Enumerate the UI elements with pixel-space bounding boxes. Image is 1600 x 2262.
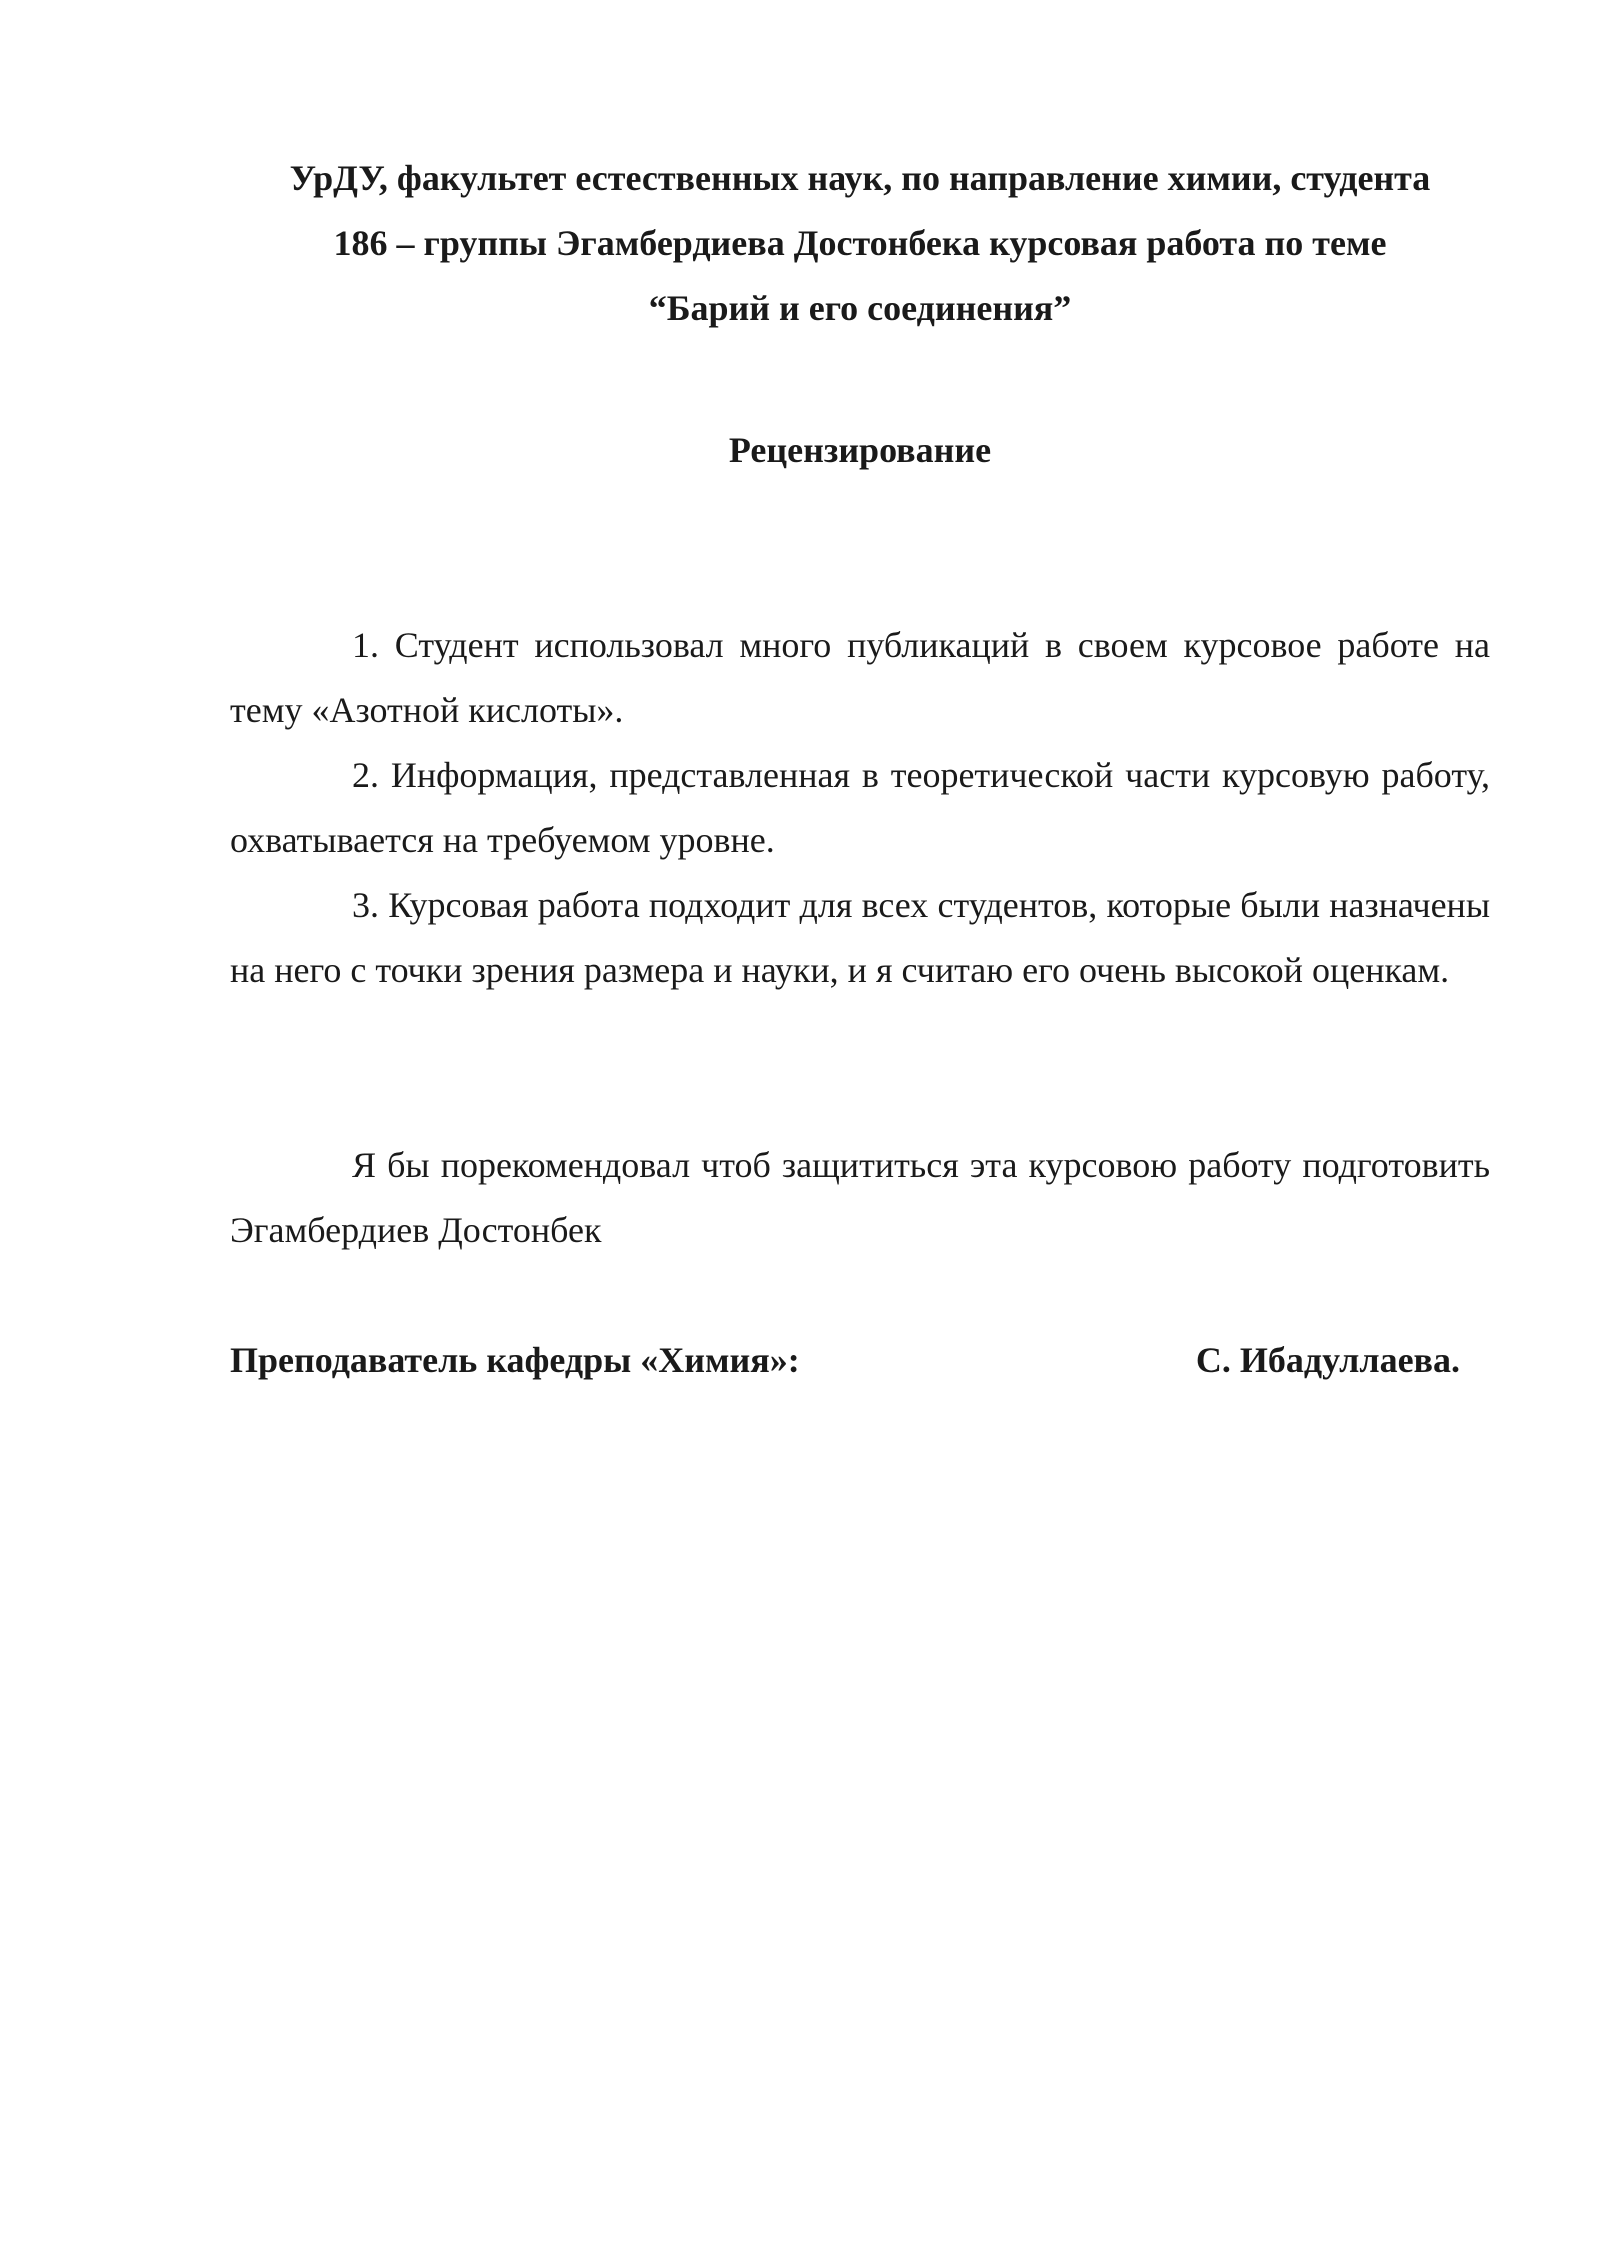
signature-name: С. Ибадуллаева. — [1195, 1340, 1460, 1380]
recommendation-paragraph — [230, 1133, 1490, 1263]
signature-block — [230, 1330, 1460, 1390]
review-points-list — [230, 613, 1490, 1003]
review-title: Рецензирование — [728, 430, 992, 470]
header-line-2: 186 – группы Эгамбердиева Достонбека курсовая работа по теме — [333, 223, 1387, 263]
header-line-1: УрДУ, факультет естественных наук, по направление химии, студента — [289, 158, 1431, 198]
document-header — [230, 146, 1490, 341]
review-point-3: 3. Курсовая работа подходит для всех студентов, которые были назначены на него с точки зрения размера и науки, и я считаю его очень высокой оценкам. — [230, 885, 1490, 990]
header-line-3: “Барий и его соединения” — [648, 288, 1072, 328]
recommendation-text: Я бы порекомендовал чтоб защититься эта курсовою работу подготовить Эгамбердиев Достонбек — [230, 1145, 1490, 1250]
review-point-2: 2. Информация, представленная в теоретической части курсовую работу, охватывается на требуемом уровне. — [230, 755, 1490, 860]
review-point-1: 1. Студент использовал много публикаций в своем курсовое работе на тему «Азотной кислоты». — [230, 625, 1490, 730]
signature-position: Преподаватель кафедры «Химия»: — [230, 1340, 800, 1380]
